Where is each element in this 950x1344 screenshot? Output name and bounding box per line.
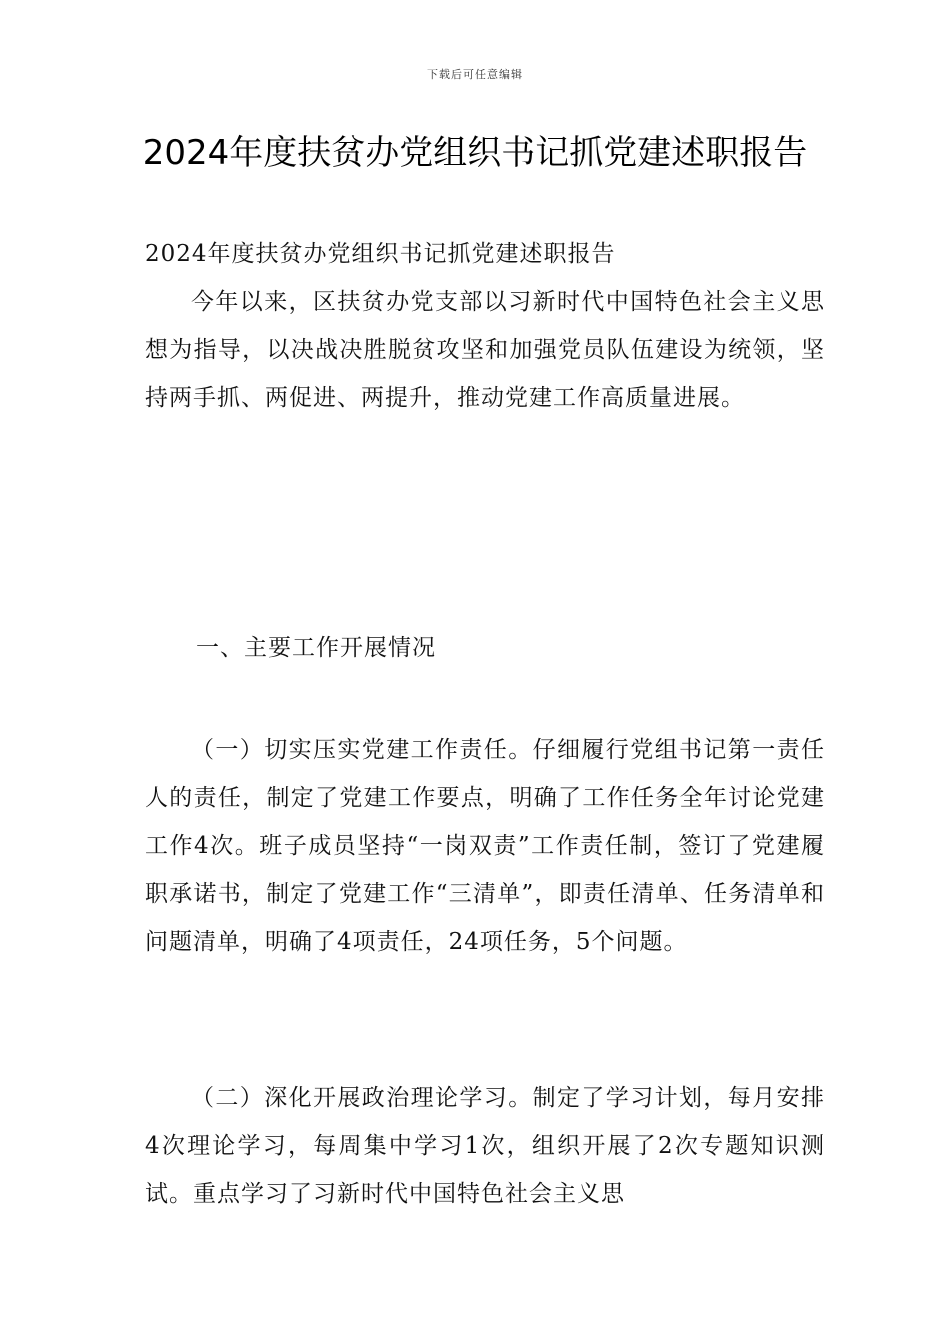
paragraph-responsibility: （一）切实压实党建工作责任。仔细履行党组书记第一责任人的责任，制定了党建工作要点，明确了工作任务全年讨论党建工作4次。班子成员坚持“一岗双责”工作责任制，签订了党建履职承诺书，制定了党建工作“三清单”，即责任清单、任务清单和问题清单，明确了4项责任，24项任务，5个问题。 [145, 737, 825, 955]
header-note: 下载后可任意编辑 [427, 68, 523, 81]
document-subtitle: 2024年度扶贫办党组织书记抓党建述职报告 [145, 241, 616, 267]
document-title: 2024年度扶贫办党组织书记抓党建述职报告 [142, 133, 808, 173]
paragraph-study: （二）深化开展政治理论学习。制定了学习计划，每月安排4次理论学习，每周集中学习1次，组织开展了2次专题知识测试。重点学习了习新时代中国特色社会主义思 [145, 1085, 825, 1207]
paragraph-intro: 今年以来，区扶贫办党支部以习新时代中国特色社会主义思想为指导，以决战决胜脱贫攻坚和加强党员队伍建设为统领，坚持两手抓、两促进、两提升，推动党建工作高质量进展。 [145, 289, 825, 411]
section-heading: 一、主要工作开展情况 [196, 635, 436, 661]
